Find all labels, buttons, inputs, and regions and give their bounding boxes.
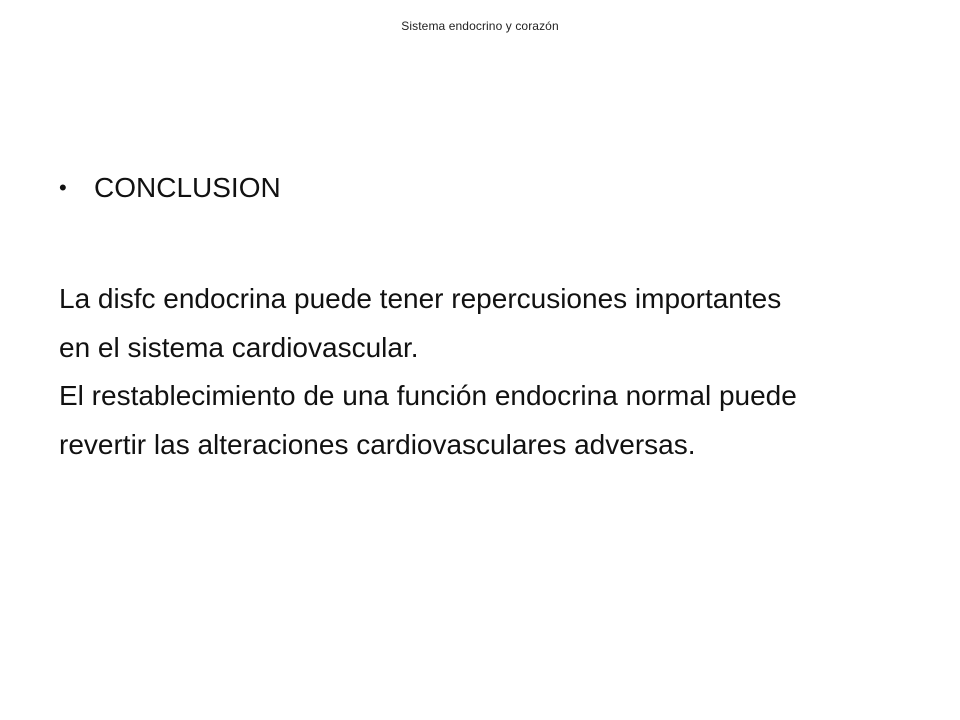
bullet-heading: CONCLUSION — [94, 172, 281, 203]
paragraph-line: El restablecimiento de una función endocrina normal puede — [59, 380, 797, 411]
slide-header-title: Sistema endocrino y corazón — [401, 19, 559, 33]
bullet-item — [59, 174, 281, 202]
paragraph-line: La disfc endocrina puede tener repercusiones importantes — [59, 283, 782, 314]
paragraph-line: en el sistema cardiovascular. — [59, 331, 419, 363]
paragraph-line: revertir las alteraciones cardiovasculares adversas. — [59, 428, 696, 460]
bullet-icon: • — [59, 175, 67, 200]
conclusion-paragraph — [59, 275, 939, 469]
